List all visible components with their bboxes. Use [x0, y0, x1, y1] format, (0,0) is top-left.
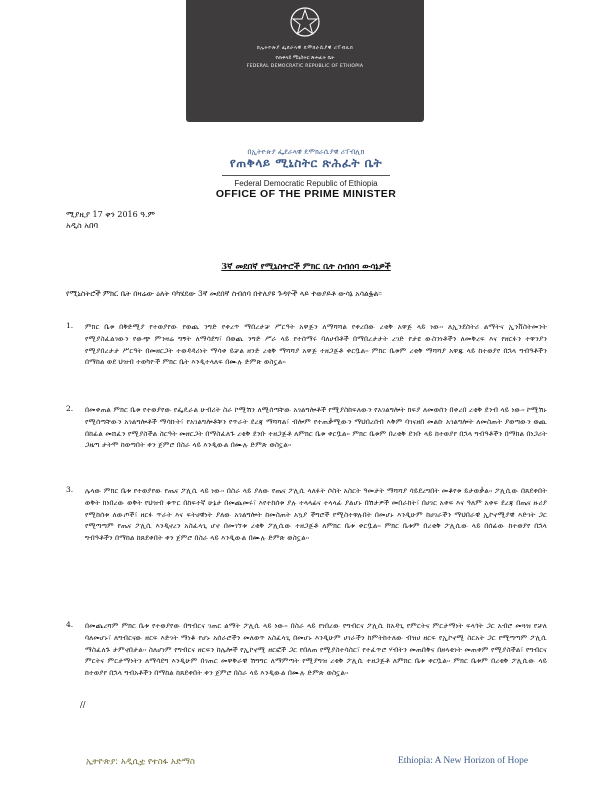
header-divider: [222, 175, 390, 176]
intro-paragraph: የሚኒስትሮች ምክር ቤት በዛሬው ዕለት ባካሄደው 3ኛ መደበኛ ስብሰባ በተለያዩ ጉዳዮች ላይ ተወያይቶ ውሳኔ አሳልፏል፡፡: [66, 289, 382, 298]
item-number: 3.: [66, 485, 74, 494]
letterhead: [186, 0, 426, 200]
english-country-name: Federal Democratic Republic of Ethiopia: [234, 179, 378, 188]
amharic-office-name: የጠቅላይ ሚኒስትር ጽሕፈት ቤት: [229, 156, 383, 170]
english-office-name: OFFICE OF THE PRIME MINISTER: [215, 188, 397, 200]
document-title: 3ኛ መደበኛ የሚኒስትሮች ምክር ቤት ስብሰባ ውሳኔዎች: [221, 262, 391, 272]
letter-date: ሚያዚያ 17 ቀን 2016 ዓ.ም: [66, 210, 156, 219]
footer-motto-amharic: ኢትዮጵያ: አዲሲቷ የተስፋ አድማስ: [86, 757, 195, 767]
amharic-country-name: በኢትዮጵያ ፌደራላዊ ዴሞክራሲያዊ ሪፐብሊክ: [247, 148, 365, 156]
item-text: በመቀጠል ምክር ቤቱ የተወያየው የፌዴራል ሁብሪት ስራ ኮሚሽን ለሚሰጣቸው አገልግሎቶች የሚያስከፍለውን የአገልግሎት ክፍያ ለመወሰን በቀረበ ረቂቅ ደንብ ላይ ነው፡፡ ኮሚሽኑ የሚሰጣቸውን አገልግሎቶች ማሳኩት፣ የአገልግሎቶቹን የጥራት ደረጃ ማሻሻል፣ ብሎም የተጠቃሚውን ማህበረሰብ እቅም ባገናዘበ መልኩ አገልግሎት ለመስጠት ያወጣውን ወጪ በከፊል መሸፈን የሚያስችል ስርዓት መዘርጋት በማስፈለጉ ረቂቅ ደንቡ ተዘጋጅቶ ለምክር ቤቱ ቀርቧል፡፡ ምክር ቤቱም በረቂቅ ደንቡ ላይ ከተወያየ በኋላ ግብዓቶችን በማከል በነጋሪት ጋዜጣ ታትሞ ከወጣበት ቀን ጀምሮ በስራ ላይ እንዲውል በሙሉ ድምጽ ወስኗል፡፡: [85, 405, 547, 450]
end-mark: //: [80, 700, 86, 709]
letter-city: አዲስ አበባ: [66, 221, 99, 230]
banner-country-english: FEDERAL DEMOCRATIC REPUBLIC OF ETHIOPIA: [246, 64, 364, 69]
banner-country-amharic: በኢትዮጵያ ፌደራላዊ ዴሞክራሲያዊ ሪፐብሊክ: [256, 45, 354, 51]
item-number: 2.: [66, 404, 74, 413]
item-number: 4.: [66, 620, 74, 629]
footer-motto-english: Ethiopia: A New Horizon of Hope: [398, 756, 529, 766]
item-text: በመጨረሻም ምክር ቤቱ የተወያየው በግብርና ገጠር ልማት ፖሊሲ ላይ ነው፡፡ በስራ ላይ የነበረው የግብርና ፖሊሲ ከአዳጊ የምርትና ምርታማነት ፍላጎት ጋር አብሮ መጓዝ የቻለ ባለመሆኑ፣ ለግብርናው ዘርፍ እድገት ማነቆ የሆኑ አሰራሮችን መለወጥ አስፈላጊ በመሆኑ እንዲሁም ሀገራችን ከምትከተለው ብዝሀ ዘርፍ የኢኮኖሚ ስርአት ጋር የሚጣጣም ፖሊሲ ማስፈለጉ ታምኖበታል፡፡ ስለሆነም የግብርና ዘርፍን ከሌሎች የኢኮኖሚ ዘርፎች ጋር የበለጠ የሚያስተሳስር፣ የተፈጥሮ ሃብትን መጠበቅና በዘላቂነት መጠቀም የሚያስችል፣ የግብርና ምርትና ምርታማነትን ለማሳደግ እንዲሁም በገጠር መዋቅራዊ ሽግግር ለማምጣት የሚያግዝ ረቂቅ ፖሊሲ ተዘጋጅቶ ለምክር ቤቱ ቀርቧል፡፡ ምክር ቤቱም በረቂቅ ፖሊሲው ላይ ከተወያየ በኋላ ግብአቶችን በማከል ከጸደቀበት ቀን ጀምሮ በስራ ላይ እንዲውል በሙሉ ድምጽ ወስኗል፡፡: [85, 621, 547, 678]
emblem-banner: [186, 0, 424, 122]
item-text: ሌላው ምክር ቤቱ የተወያየው የጤና ፖሊሲ ላይ ነው፡፡ በስራ ላይ ያለው የጤና ፖሊሲ ላለፉት ሶስት አስርት ዓመታት ማሻሻያ ሳይደረግበት መቆየቱ ይታወቃል፡፡ ፖሊሲው በጸደቀበት ወቅት ከነበረው ወቅት የህዝብ ቁጥር በከፍተኛ ሁኔታ በመጨመሩ፣ እየተከሰቱ ያሉ ተላላፊና ተላላፊ ያልሆኑ በሽታዎች መበራከት፣ በሀገር አቀፍ እና ዓለም አቀፍ ደረጃ በጤና ዙሪያ የሚከሰቱ ለውጦች፣ ዘርፉ ጥራት እና ፍትሀዊነት ያለው አገልግሎት ከመስጠት አኳያ ችግሮች የሚስተዋሉበት በመሆኑ እንዲሁም ከሀገራችን ማህበራዊ ኢኮኖሚያዊ እድገት ጋር የሚጣጣም የጤና ፖሊሲ እንዲኖረን አስፈላጊ ሆኖ በመገኘቱ ረቂቅ ፖሊሲው ተዘጋጅቶ ለምክር ቤቱ ቀርቧል፡፡ ምክር ቤቱም በረቂቅ ፖሊሲው ላይ በሰፊው ከተወያየ በኋላ ግብዓቶችን በማከል ከጸደቀበት ቀን ጀምሮ በስራ ላይ እንዲውል በሙሉ ድምጽ ወስኗል፡፡: [85, 486, 547, 543]
emblem-star-icon: [289, 6, 321, 38]
item-number: 1.: [66, 321, 74, 330]
banner-office-amharic: የጠቅላይ ሚኒስትር ጽሕፈት ቤት: [275, 55, 335, 61]
item-text: ምክር ቤቱ በቅድሚያ የተወያየው የወጪ ንግድ የቀረጥ ማበረታቻ ሥርዓት አዋጅን ለማሻሻል የቀረበው ረቂቅ አዋጅ ላይ ነው፡፡ ለኢንደስትሪ ልማትና ኢንቨስትመንት የሚያስፈልገውን የውጭ ምንዛሬ ግኝት ለማሳደግ፣ በወጪ ንግድ ሥራ ላይ የተሰማሩ ባለሀብቶች በማበረታታት ረገድ የታዩ ውስንነቶችን ለመቅረፍ እና የዘርፉን ተዋንያን የሚያበረታታ ሥርዓት በመዘርጋት ተወዳዳሪነት ማሳቀ ይቻል ዘንድ ረቂቅ ማሻሻያ አዋጅ ተዘጋጅቶ ቀርቧል፡፡ ምክር ቤቱም ረቂቅ ማሻሻያ አዋጁ ላይ ከተወያየ በኋላ ግብዓቶችን በማከል ወደ ህዝብ ተወካዮች ምክር ቤት እንዲተላለፍ በሙሉ ድምጽ ወስኗል፡፡: [85, 322, 547, 367]
